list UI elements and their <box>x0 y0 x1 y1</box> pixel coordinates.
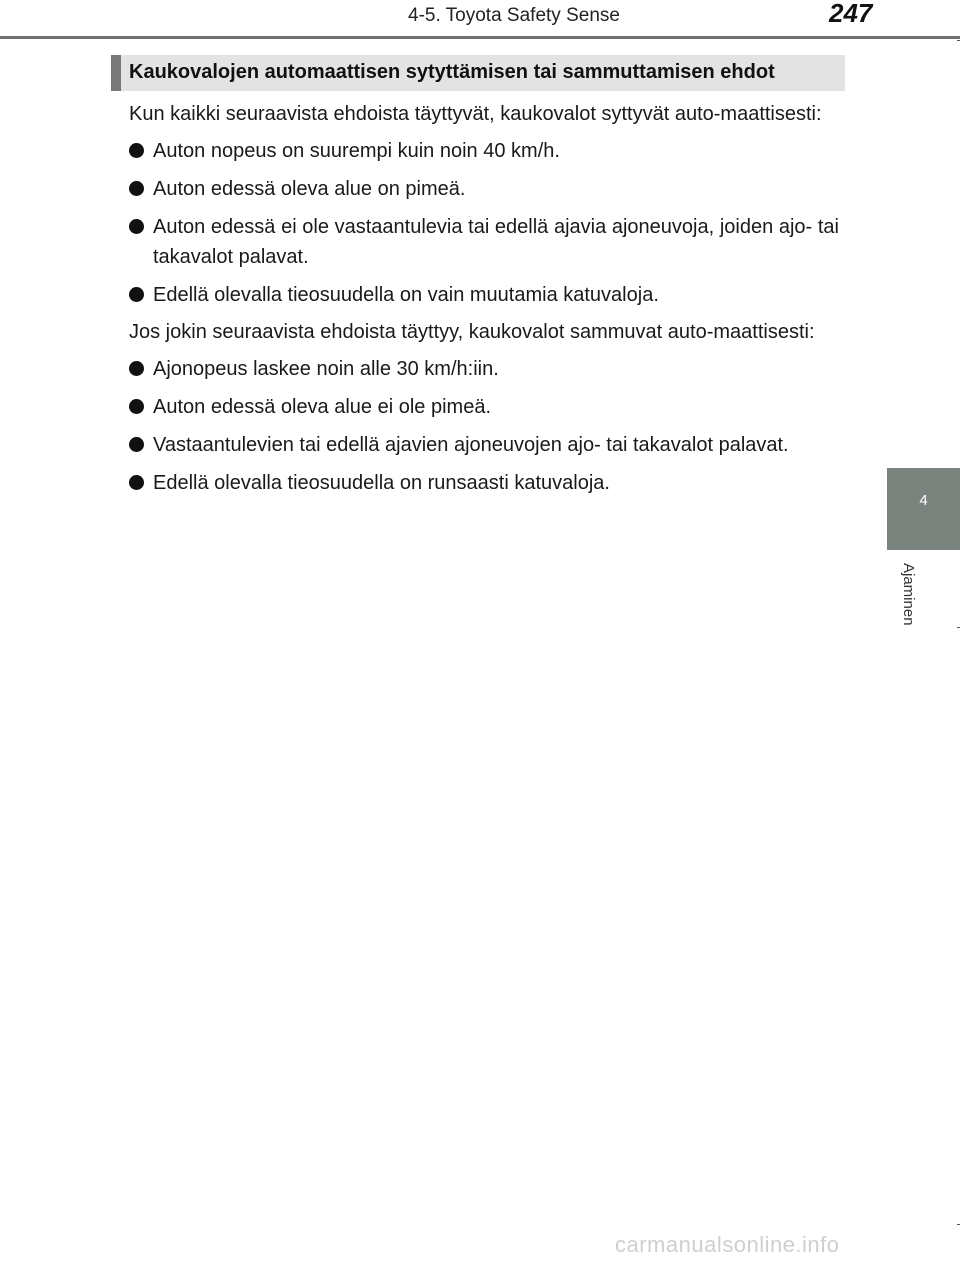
on-condition-item <box>129 174 839 204</box>
page-number: 247 <box>829 0 873 28</box>
on-condition-text: Auton nopeus on suurempi kuin noin 40 km/h. <box>153 140 560 162</box>
bullet-dot-icon <box>129 437 144 452</box>
bullet-dot-icon <box>129 475 144 490</box>
on-condition-text: Auton edessä ei ole vastaantulevia tai edellä ajavia ajoneuvoja, joiden ajo- tai takavalot palavat. <box>153 216 839 268</box>
section-header <box>111 55 845 91</box>
chapter-name: Ajaminen <box>900 563 917 626</box>
off-condition-text: Ajonopeus laskee noin alle 30 km/h:iin. <box>153 358 499 380</box>
section-header-bar <box>111 55 121 91</box>
off-condition-item <box>129 468 839 498</box>
on-condition-item <box>129 280 839 310</box>
off-intro-paragraph: Jos jokin seuraavista ehdoista täyttyy, kaukovalot sammuvat auto-maattisesti: <box>129 321 815 343</box>
bullet-dot-icon <box>129 219 144 234</box>
content-body <box>129 100 839 506</box>
on-condition-text: Edellä olevalla tieosuudella on vain muutamia katuvaloja. <box>153 284 659 306</box>
off-condition-item <box>129 430 839 460</box>
off-condition-item <box>129 354 839 384</box>
header-section-title: 4-5. Toyota Safety Sense <box>408 5 620 26</box>
on-condition-item <box>129 136 839 166</box>
chapter-number: 4 <box>919 492 928 509</box>
chapter-tab <box>887 468 960 550</box>
bullet-dot-icon <box>129 361 144 376</box>
bullet-dot-icon <box>129 399 144 414</box>
footer-watermark: carmanualsonline.info <box>615 1232 840 1257</box>
section-title: Kaukovalojen automaattisen sytyttämisen tai sammuttamisen ehdot <box>129 61 775 83</box>
off-condition-text: Auton edessä oleva alue ei ole pimeä. <box>153 396 492 418</box>
bullet-dot-icon <box>129 143 144 158</box>
header-divider <box>0 36 960 39</box>
on-condition-text: Auton edessä oleva alue on pimeä. <box>153 178 466 200</box>
on-intro-paragraph: Kun kaikki seuraavista ehdoista täyttyvät, kaukovalot syttyvät auto-maattisesti: <box>129 103 822 125</box>
off-condition-item <box>129 392 839 422</box>
off-condition-text: Vastaantulevien tai edellä ajavien ajoneuvojen ajo- tai takavalot palavat. <box>153 434 789 456</box>
bullet-dot-icon <box>129 181 144 196</box>
off-condition-text: Edellä olevalla tieosuudella on runsaasti katuvaloja. <box>153 472 610 494</box>
bullet-dot-icon <box>129 287 144 302</box>
on-condition-item <box>129 212 839 272</box>
